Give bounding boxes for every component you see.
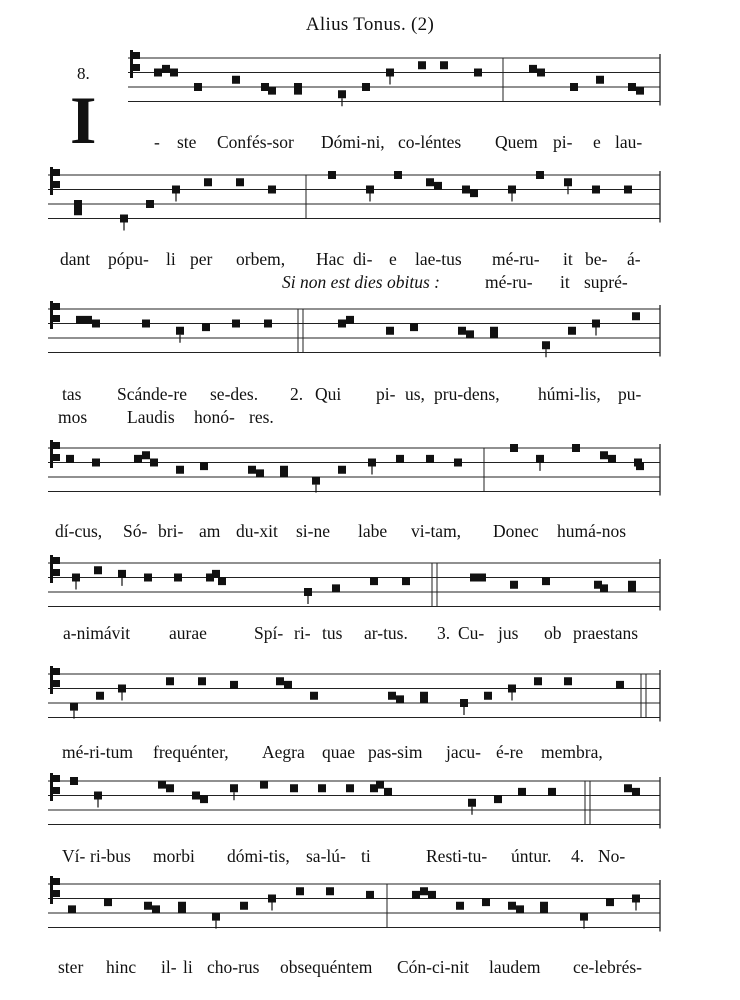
lyric-syllable: hinc [106,957,137,977]
lyric-syllable: membra, [541,742,603,762]
lyric-syllable: orbem, [236,249,286,269]
lyric-syllable: be- [585,249,608,269]
lyric-syllable: it [560,272,570,292]
c-clef-icon [50,876,60,904]
lyric-syllable: mé-ru- [492,249,540,269]
chant-number: 8. [77,64,90,83]
neume-note [580,913,588,921]
lyric-syllable: Ví- [62,846,86,866]
neume-note [456,902,464,910]
lyric-syllable: am [199,521,221,541]
lyric-syllable: húmi-lis, [538,384,601,404]
lyric-syllable: a-nimávit [63,623,131,643]
lyric-syllable: ti [361,846,371,866]
lyric-syllable: No- [598,846,626,866]
lyric-syllable: lau- [615,132,643,152]
lyric-syllable: du-xit [236,521,278,541]
neume-note [428,891,436,899]
lyric-syllable: Cón-ci-nit [397,957,469,977]
lyric-syllable: Spí- [254,623,284,643]
page-title: Alius Tonus. (2) [305,14,435,35]
lyric-syllable: dómi-tis, [227,846,290,866]
lyric-syllable: Hac [316,249,345,269]
lyric-syllable: frequénter, [153,742,229,762]
lyric-syllable: dant [60,249,91,269]
lyric-syllable: jacu- [446,742,481,762]
lyric-syllable: dí-cus, [55,521,103,541]
lyric-syllable: Quem [495,132,538,152]
lyric-syllable: pru-dens, [434,384,500,404]
lyric-syllable: li [183,957,193,977]
neume-note [68,905,76,913]
neume-note [296,887,304,895]
neume-note [240,902,248,910]
lyric-syllable: Donec [493,521,539,541]
lyric-syllable: ri-bus [90,846,131,866]
lyric-syllable: bri- [158,521,184,541]
lyric-syllable: ar-tus. [364,623,408,643]
lyric-syllable: pópu- [108,249,149,269]
lyric-syllable: se-des. [210,384,259,404]
lyric-syllable: Resti-tu- [426,846,488,866]
lyric-syllable: per [190,249,213,269]
lyric-syllable: supré- [584,272,628,292]
lyric-syllable: ob [544,623,562,643]
neume-note [516,905,524,913]
lyric-syllable: Scánde-re [117,384,187,404]
lyric-syllable: us, [405,384,425,404]
lyric-syllable: aurae [169,623,207,643]
lyric-syllable: pu- [618,384,642,404]
lyric-syllable: tus [322,623,343,643]
lyric-syllable: ri- [294,623,311,643]
lyric-syllable: Só- [123,521,148,541]
lyric-syllable: il- [161,957,177,977]
lyric-syllable: Confés-sor [217,132,294,152]
lyric-syllable: humá-nos [557,521,627,541]
lyric-syllable: mé-ri-tum [62,742,133,762]
lyric-syllable: laudem [489,957,541,977]
neume-note [632,895,640,903]
lyric-syllable: cho-rus [207,957,260,977]
neume-note [268,895,276,903]
neume-note [606,898,614,906]
lyric-syllable: res. [249,407,274,427]
lyric-syllable: si-ne [296,521,331,541]
lyric-syllable: co-léntes [398,132,462,152]
lyric-syllable: pas-sim [368,742,423,762]
lyric-syllable: pi- [553,132,573,152]
lyric-syllable: jus [498,623,519,643]
lyric-syllable: labe [358,521,388,541]
lyric-syllable: vi-tam, [411,521,462,541]
neume-note [420,887,428,895]
lyric-syllable: pi- [376,384,396,404]
lyric-syllable: 3. [437,623,451,643]
neume-note [144,902,152,910]
lyric-syllable: ce-lebrés- [573,957,642,977]
neume-note [178,905,186,913]
lyric-syllable: úntur. [511,846,552,866]
lyric-syllable: á- [627,249,641,269]
lyric-syllable: li [166,249,176,269]
lyric-syllable: e [593,132,601,152]
lyric-syllable: Aegra [262,742,305,762]
neume-note [540,905,548,913]
lyric-syllable: Cu- [458,623,485,643]
lyric-syllable: morbi [153,846,195,866]
lyric-syllable: é-re [496,742,524,762]
neume-note [152,905,160,913]
lyric-syllable: lae-tus [415,249,462,269]
lyric-syllable: mé-ru- [485,272,533,292]
drop-initial: I [70,82,97,158]
lyric-syllable: mos [58,407,88,427]
lyric-syllable: tas [62,384,82,404]
neume-note [412,891,420,899]
lyric-syllable: 4. [571,846,585,866]
lyric-syllable: obsequéntem [280,957,373,977]
neume-note [366,891,374,899]
lyric-syllable: 2. [290,384,304,404]
neume-note [212,913,220,921]
lyric-syllable: Laudis [127,407,175,427]
lyric-syllable: - [154,132,160,152]
neume-note [326,887,334,895]
lyric-syllable: quae [322,742,356,762]
lyric-syllable: Qui [315,384,342,404]
lyric-syllable: Dómi-ni, [321,132,385,152]
lyric-syllable: e [389,249,397,269]
lyric-syllable: ste [177,132,197,152]
neume-note [104,898,112,906]
neume-note [508,902,516,910]
lyric-syllable: honó- [194,407,235,427]
neume-note [482,898,490,906]
lyric-syllable: sa-lú- [306,846,346,866]
lyric-syllable: it [563,249,573,269]
lyric-syllable: di- [353,249,373,269]
lyric-syllable: Si non est dies obitus : [282,272,440,292]
lyric-syllable: ster [58,957,84,977]
lyric-syllable: praestans [573,623,639,643]
